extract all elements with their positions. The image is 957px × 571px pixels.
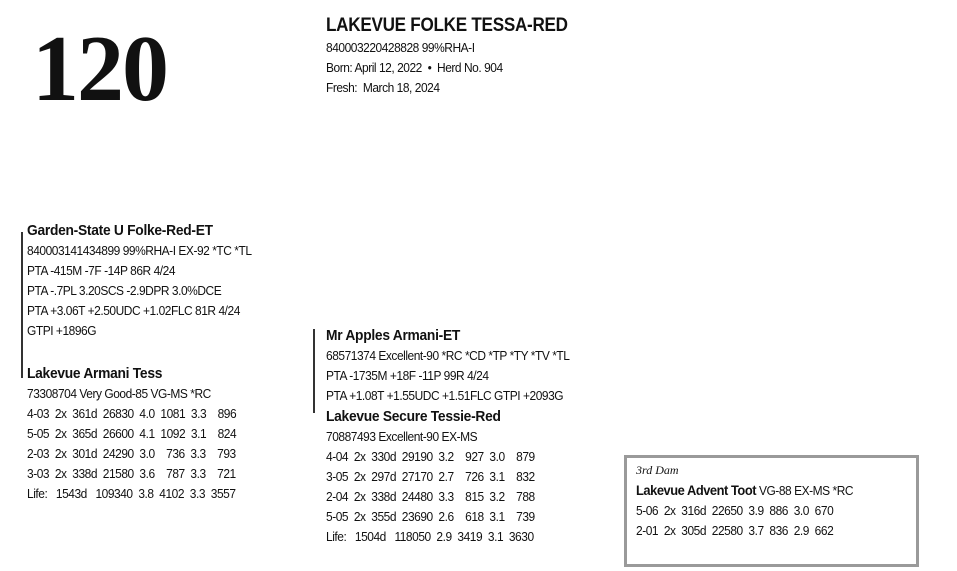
third-dam-heading: [636, 480, 853, 501]
third-dam-box: [624, 455, 919, 567]
sire-line: GTPI +1896G: [27, 323, 97, 338]
sire-block: [27, 221, 271, 341]
sire-line: PTA -415M -7F -14P 86R 4/24: [27, 263, 176, 278]
animal-header: [326, 14, 595, 98]
third-dam-label: 3rd Dam: [636, 463, 679, 477]
second-dam-record: 2-04 2x 338d 24480 3.3 815 3.2 788: [326, 489, 535, 504]
pedigree-connector: [313, 329, 315, 413]
second-dam-name: Lakevue Secure Tessie-Red: [326, 408, 501, 425]
second-dam-line: 70887493 Excellent-90 EX-MS: [326, 429, 478, 444]
dam-lifetime: Life: 1543d 109340 3.8 4102 3.3 3557: [27, 486, 236, 501]
animal-fresh: Fresh: March 18, 2024: [326, 80, 440, 95]
pedigree-connector: [21, 232, 23, 378]
animal-name: LAKEVUE FOLKE TESSA-RED: [326, 15, 568, 36]
third-dam-name: Lakevue Advent Toot: [636, 482, 757, 498]
lot-number: 120: [32, 17, 167, 121]
second-dam-record: 3-05 2x 297d 27170 2.7 726 3.1 832: [326, 469, 535, 484]
dam-sire-line: PTA +1.08T +1.55UDC +1.51FLC GTPI +2093G: [326, 388, 564, 403]
dam-sire-line: 68571374 Excellent-90 *RC *CD *TP *TY *TV *TL: [326, 348, 570, 363]
dam-block: [27, 364, 254, 504]
dam-name: Lakevue Armani Tess: [27, 365, 163, 382]
second-dam-block: [326, 407, 553, 547]
sire-name: Garden-State U Folke-Red-ET: [27, 222, 213, 239]
second-dam-record: 4-04 2x 330d 29190 3.2 927 3.0 879: [326, 449, 535, 464]
dam-line: 73308704 Very Good-85 VG-MS *RC: [27, 386, 211, 401]
dam-record: 3-03 2x 338d 21580 3.6 787 3.3 721: [27, 466, 236, 481]
sire-line: PTA +3.06T +2.50UDC +1.02FLC 81R 4/24: [27, 303, 240, 318]
third-dam-record: 2-01 2x 305d 22580 3.7 836 2.9 662: [636, 523, 834, 538]
third-dam-classification: VG-88 EX-MS *RC: [756, 483, 854, 498]
sire-line: PTA -.7PL 3.20SCS -2.9DPR 3.0%DCE: [27, 283, 222, 298]
animal-id: 840003220428828 99%RHA-I: [326, 40, 475, 55]
dam-sire-block: [326, 326, 591, 406]
second-dam-record: 5-05 2x 355d 23690 2.6 618 3.1 739: [326, 509, 535, 524]
dam-record: 5-05 2x 365d 26600 4.1 1092 3.1 824: [27, 426, 237, 441]
dam-sire-name: Mr Apples Armani-ET: [326, 327, 461, 344]
dam-sire-line: PTA -1735M +18F -11P 99R 4/24: [326, 368, 489, 383]
sire-line: 840003141434899 99%RHA-I EX-92 *TC *TL: [27, 243, 252, 258]
dam-record: 2-03 2x 301d 24290 3.0 736 3.3 793: [27, 446, 236, 461]
third-dam-record: 5-06 2x 316d 22650 3.9 886 3.0 670: [636, 503, 834, 518]
second-dam-lifetime: Life: 1504d 118050 2.9 3419 3.1 3630: [326, 529, 534, 544]
animal-born: Born: April 12, 2022 • Herd No. 904: [326, 60, 503, 75]
dam-record: 4-03 2x 361d 26830 4.0 1081 3.3 896: [27, 406, 237, 421]
